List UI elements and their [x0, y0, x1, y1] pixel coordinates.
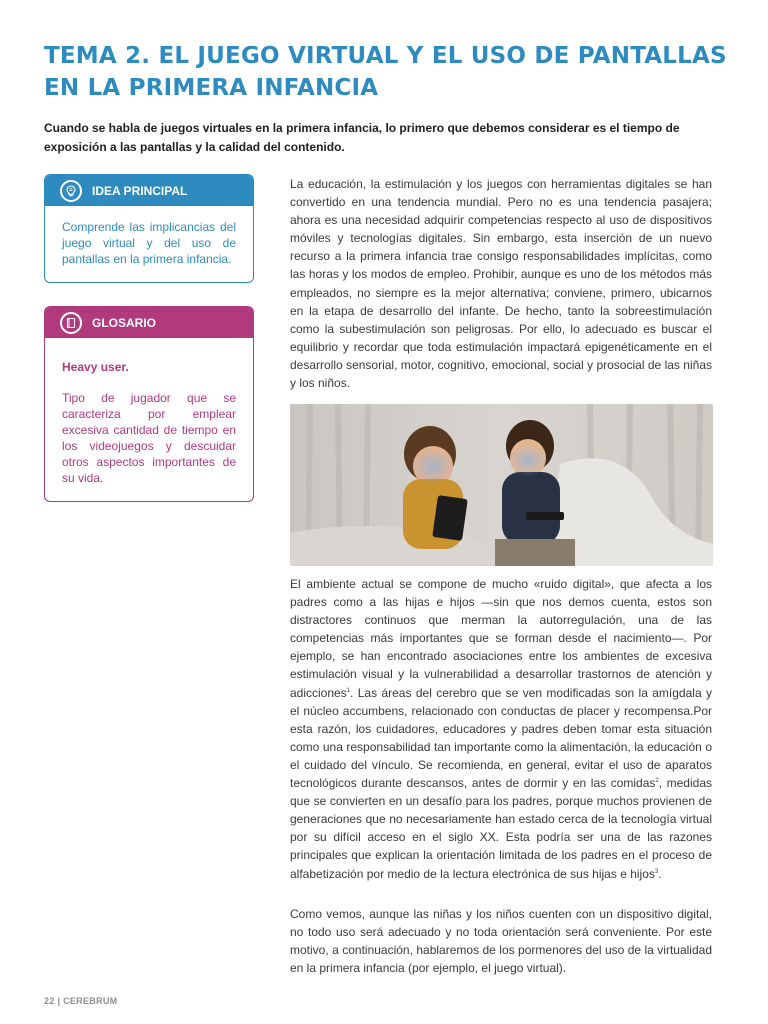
body-paragraph-2: El ambiente actual se compone de mucho «ruido digital», que afecta a los padres como a las hijas e hijos —sin que nos demos cuenta, estos son distractores continuos que merman la autorregulación, una de las competencias más importantes que se forman desde el nacimiento—. Por ejemplo, se han encontrado asociaciones entre los ambientes de excesiva estimulación visual y la vulnerabilidad a desarrollar trastornos de atención y adicciones$^1$. Las áreas del cerebro que se ven modificadas son la amígdala y el núcleo accumbens, relacionado con conductas de placer y recompensa.Por esta razón, los cuidadores, educadores y padres deben tomar esta situación como una responsabilidad tan importante como la alimentación, la educación o el cuidado del vínculo. Se recomienda, en general, evitar el uso de aparatos tecnológicos durante descansos, antes de dormir y en las comidas$^2$, medidas que se convierten en un desafío para los padres, porque muchos provienen de generaciones que no necesariamente han estado cerca de la tecnología virtual por su difícil acceso en el siglo XX. Esta podría ser una de las razones principales que explican la orientación limitada de los padres en el proceso de alfabetización por medio de la lectura electrónica de sus hijas e hijos$^3$. — [290, 577, 712, 881]
page-footer — [44, 996, 117, 1006]
footer-brand: CEREBRUM — [63, 996, 118, 1006]
footnote-ref-1[interactable]: 1 — [346, 687, 351, 694]
intro-text: Cuando se habla de juegos virtuales en la primera infancia, lo primero que debemos considerar es el tiempo de exposición a las pantallas y la calidad del contenido. — [44, 121, 680, 154]
body-paragraph-1: La educación, la estimulación y los juegos con herramientas digitales se han convertido en una tendencia mundial. Pero no es una tendencia pasajera; ahora es una necesidad adquirir competencias respecto al uso de dispositivos móviles y tecnologías digitales. Sin embargo, esta inserción de un nuevo recurso a la primera infancia trae consigo responsabilidades implícitas, como las horas y los modos de empleo. Prohibir, aunque es uno de los métodos más empleados, no siempre es la mejor alternativa; conviene, primero, ubicarnos en la etapa de desarrollo del infante. De hecho, tanto la sobreestimulación como la subestimulación son peligrosas. Por ello, lo adecuado es buscar el equilibrio y recordar que toda estimulación impactará epigenéticamente en el desarrollo sensorial, motor, cognitivo, emocional, social y prosocial de las niñas y los niños. — [290, 177, 712, 391]
book-icon — [60, 312, 82, 334]
footer-separator: | — [57, 996, 61, 1006]
idea-principal-text: Comprende las implicancias del juego virtual y del uso de pantallas en la primera infancia. — [62, 220, 236, 266]
idea-principal-box — [44, 174, 254, 283]
footnote-ref-2[interactable]: 2 — [655, 778, 659, 785]
footnote-ref-3[interactable]: 3 — [654, 868, 659, 875]
idea-principal-header — [45, 175, 253, 206]
glosario-box — [44, 306, 254, 502]
page-number: 22 — [44, 996, 55, 1006]
idea-principal-heading: IDEA PRINCIPAL — [92, 183, 188, 198]
glosario-header — [45, 307, 253, 338]
lightbulb-brain-icon — [60, 180, 82, 202]
glosario-content — [45, 338, 253, 486]
glosario-heading: GLOSARIO — [92, 315, 157, 330]
glossary-term: Heavy user. — [62, 360, 129, 374]
body-paragraph-3: Como vemos, aunque las niñas y los niños cuenten con un dispositivo digital, no todo uso será adecuado y no toda orientación será conveniente. Por este motivo, a continuación, hablaremos de los pormenores del uso de la virtualidad en la primera infancia (por ejemplo, el juego virtual). — [290, 907, 712, 976]
children-tablet-photo — [290, 404, 713, 566]
page-title: TEMA 2. EL JUEGO VIRTUAL Y EL USO DE PANTALLAS EN LA PRIMERA INFANCIA — [44, 43, 727, 101]
glossary-definition: Tipo de jugador que se caracteriza por emplear excesiva cantidad de tiempo en los videojuegos y descuidar otros aspectos importantes de su vida. — [62, 391, 236, 485]
